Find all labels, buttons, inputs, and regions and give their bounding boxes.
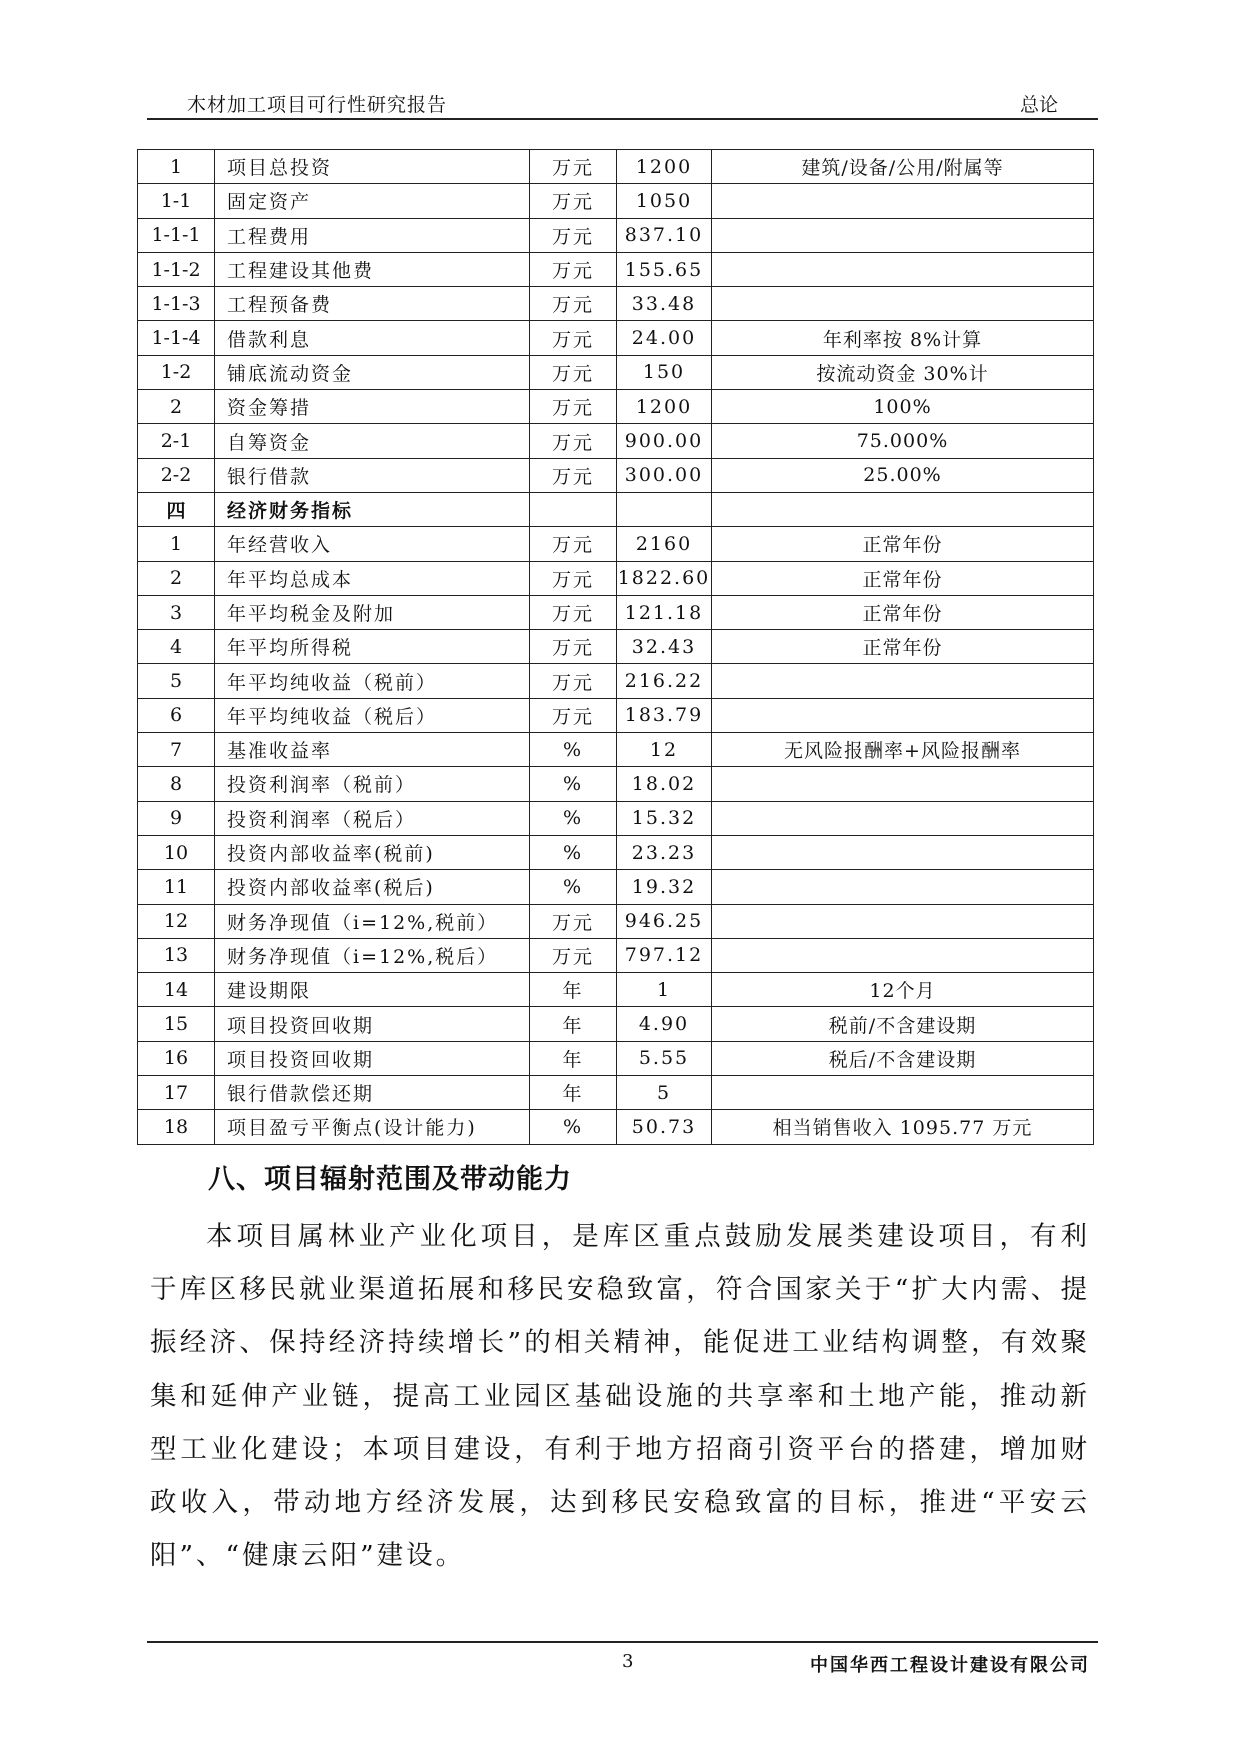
row-number: 2 xyxy=(138,561,215,595)
row-unit: 万元 xyxy=(530,390,617,424)
page-footer xyxy=(147,1641,1098,1683)
row-number: 4 xyxy=(138,630,215,664)
row-value: 1822.60 xyxy=(617,561,712,595)
row-note: 税前/不含建设期 xyxy=(712,1007,1094,1041)
row-unit: 万元 xyxy=(530,458,617,492)
table-row xyxy=(138,355,1094,389)
row-value: 18.02 xyxy=(617,767,712,801)
table-row xyxy=(138,904,1094,938)
row-unit: 万元 xyxy=(530,252,617,286)
table-row xyxy=(138,561,1094,595)
row-note xyxy=(712,801,1094,835)
row-value: 1 xyxy=(617,973,712,1007)
row-value: 1200 xyxy=(617,390,712,424)
section-heading: 八、项目辐射范围及带动能力 xyxy=(208,1164,572,1195)
row-value: 1200 xyxy=(617,150,712,184)
row-item-name: 银行借款 xyxy=(215,458,530,492)
table-row xyxy=(138,1110,1094,1144)
page-header xyxy=(147,84,1098,120)
row-number: 2-1 xyxy=(138,424,215,458)
row-note xyxy=(712,904,1094,938)
row-note xyxy=(712,698,1094,732)
row-item-name: 项目总投资 xyxy=(215,150,530,184)
row-note: 税后/不含建设期 xyxy=(712,1041,1094,1075)
row-note: 正常年份 xyxy=(712,527,1094,561)
row-number: 17 xyxy=(138,1076,215,1110)
row-value: 121.18 xyxy=(617,595,712,629)
row-note: 无风险报酬率+风险报酬率 xyxy=(712,733,1094,767)
row-unit: 万元 xyxy=(530,355,617,389)
row-item-name: 年平均税金及附加 xyxy=(215,595,530,629)
row-number: 12 xyxy=(138,904,215,938)
row-number: 13 xyxy=(138,938,215,972)
row-value: 1050 xyxy=(617,184,712,218)
row-unit: 万元 xyxy=(530,561,617,595)
row-number: 1-1 xyxy=(138,184,215,218)
row-item-name: 年经营收入 xyxy=(215,527,530,561)
table-row xyxy=(138,492,1094,526)
row-item-name: 项目投资回收期 xyxy=(215,1041,530,1075)
row-unit: 万元 xyxy=(530,595,617,629)
row-unit xyxy=(530,492,617,526)
row-unit: 万元 xyxy=(530,424,617,458)
row-value: 5.55 xyxy=(617,1041,712,1075)
row-unit: % xyxy=(530,767,617,801)
row-unit: 万元 xyxy=(530,287,617,321)
indicator-table-body xyxy=(138,150,1094,1145)
row-value: 797.12 xyxy=(617,938,712,972)
table-row xyxy=(138,801,1094,835)
row-note xyxy=(712,835,1094,869)
row-number: 2 xyxy=(138,390,215,424)
section-paragraph: 本项目属林业产业化项目，是库区重点鼓励发展类建设项目，有利于库区移民就业渠道拓展和移民安稳致富，符合国家关于“扩大内需、提振经济、保持经济持续增长”的相关精神，能促进工业结构调整，有效聚集和延伸产业链，提高工业园区基础设施的共享率和土地产能，推动新型工业化建设；本项目建设，有利于地方招商引资平台的搭建，增加财政收入，带动地方经济发展，达到移民安稳致富的目标，推进“平安云阳”、“健康云阳”建设。 xyxy=(150,1221,1090,1572)
table-row xyxy=(138,424,1094,458)
row-unit: 万元 xyxy=(530,664,617,698)
table-row xyxy=(138,321,1094,355)
row-number: 6 xyxy=(138,698,215,732)
table-row xyxy=(138,252,1094,286)
row-note xyxy=(712,938,1094,972)
row-value: 32.43 xyxy=(617,630,712,664)
row-note: 75.000% xyxy=(712,424,1094,458)
table-row xyxy=(138,150,1094,184)
table-row xyxy=(138,664,1094,698)
row-item-name: 年平均所得税 xyxy=(215,630,530,664)
table-row xyxy=(138,287,1094,321)
row-value: 4.90 xyxy=(617,1007,712,1041)
table-row xyxy=(138,767,1094,801)
row-note xyxy=(712,184,1094,218)
row-note xyxy=(712,252,1094,286)
row-number: 四 xyxy=(138,492,215,526)
table-row xyxy=(138,458,1094,492)
table-row xyxy=(138,1007,1094,1041)
table-row xyxy=(138,1041,1094,1075)
table-row xyxy=(138,698,1094,732)
row-item-name: 工程预备费 xyxy=(215,287,530,321)
row-note xyxy=(712,870,1094,904)
row-number: 11 xyxy=(138,870,215,904)
row-value xyxy=(617,492,712,526)
row-item-name: 财务净现值（i=12%,税前） xyxy=(215,904,530,938)
table-row xyxy=(138,835,1094,869)
row-unit: % xyxy=(530,1110,617,1144)
chapter-title: 总论 xyxy=(1019,94,1058,116)
row-number: 8 xyxy=(138,767,215,801)
row-number: 7 xyxy=(138,733,215,767)
row-value: 183.79 xyxy=(617,698,712,732)
row-unit: 年 xyxy=(530,1076,617,1110)
row-item-name: 年平均纯收益（税前） xyxy=(215,664,530,698)
row-number: 14 xyxy=(138,973,215,1007)
row-number: 18 xyxy=(138,1110,215,1144)
row-number: 9 xyxy=(138,801,215,835)
row-note: 相当销售收入 1095.77 万元 xyxy=(712,1110,1094,1144)
row-value: 155.65 xyxy=(617,252,712,286)
row-note xyxy=(712,767,1094,801)
row-unit: 万元 xyxy=(530,218,617,252)
row-unit: 万元 xyxy=(530,150,617,184)
indicator-table xyxy=(137,149,1094,1145)
row-note: 年利率按 8%计算 xyxy=(712,321,1094,355)
row-number: 5 xyxy=(138,664,215,698)
row-note: 100% xyxy=(712,390,1094,424)
row-item-name: 项目投资回收期 xyxy=(215,1007,530,1041)
table-row xyxy=(138,390,1094,424)
row-number: 16 xyxy=(138,1041,215,1075)
row-item-name: 自筹资金 xyxy=(215,424,530,458)
row-item-name: 年平均纯收益（税后） xyxy=(215,698,530,732)
row-note xyxy=(712,664,1094,698)
row-number: 1-2 xyxy=(138,355,215,389)
row-unit: 万元 xyxy=(530,321,617,355)
row-value: 24.00 xyxy=(617,321,712,355)
row-note: 25.00% xyxy=(712,458,1094,492)
row-number: 15 xyxy=(138,1007,215,1041)
report-title: 木材加工项目可行性研究报告 xyxy=(187,94,448,116)
row-item-name: 项目盈亏平衡点(设计能力) xyxy=(215,1110,530,1144)
row-unit: 万元 xyxy=(530,630,617,664)
row-note: 按流动资金 30%计 xyxy=(712,355,1094,389)
row-value: 216.22 xyxy=(617,664,712,698)
row-value: 300.00 xyxy=(617,458,712,492)
row-note xyxy=(712,492,1094,526)
row-unit: % xyxy=(530,733,617,767)
row-value: 2160 xyxy=(617,527,712,561)
row-value: 946.25 xyxy=(617,904,712,938)
row-unit: % xyxy=(530,801,617,835)
row-note: 正常年份 xyxy=(712,630,1094,664)
row-value: 837.10 xyxy=(617,218,712,252)
row-note: 12个月 xyxy=(712,973,1094,1007)
page-number: 3 xyxy=(622,1651,634,1672)
row-number: 1-1-4 xyxy=(138,321,215,355)
row-item-name: 借款利息 xyxy=(215,321,530,355)
row-unit: % xyxy=(530,835,617,869)
row-value: 19.32 xyxy=(617,870,712,904)
table-row xyxy=(138,527,1094,561)
row-unit: 年 xyxy=(530,1007,617,1041)
row-number: 1-1-2 xyxy=(138,252,215,286)
row-unit: 万元 xyxy=(530,527,617,561)
row-item-name: 资金筹措 xyxy=(215,390,530,424)
row-unit: 万元 xyxy=(530,698,617,732)
row-note xyxy=(712,218,1094,252)
row-unit: 万元 xyxy=(530,904,617,938)
row-item-name: 工程建设其他费 xyxy=(215,252,530,286)
row-item-name: 铺底流动资金 xyxy=(215,355,530,389)
row-item-name: 经济财务指标 xyxy=(215,492,530,526)
row-note: 正常年份 xyxy=(712,595,1094,629)
row-item-name: 工程费用 xyxy=(215,218,530,252)
row-number: 10 xyxy=(138,835,215,869)
row-item-name: 投资内部收益率(税后) xyxy=(215,870,530,904)
row-value: 23.23 xyxy=(617,835,712,869)
row-unit: 万元 xyxy=(530,184,617,218)
row-item-name: 财务净现值（i=12%,税后） xyxy=(215,938,530,972)
row-number: 1-1-3 xyxy=(138,287,215,321)
row-item-name: 年平均总成本 xyxy=(215,561,530,595)
row-item-name: 建设期限 xyxy=(215,973,530,1007)
row-value: 900.00 xyxy=(617,424,712,458)
table-row xyxy=(138,870,1094,904)
company-name: 中国华西工程设计建设有限公司 xyxy=(810,1655,1090,1676)
row-value: 33.48 xyxy=(617,287,712,321)
row-item-name: 固定资产 xyxy=(215,184,530,218)
row-unit: 年 xyxy=(530,1041,617,1075)
table-row xyxy=(138,733,1094,767)
row-number: 1-1-1 xyxy=(138,218,215,252)
row-number: 1 xyxy=(138,150,215,184)
table-row xyxy=(138,184,1094,218)
row-item-name: 投资利润率（税前） xyxy=(215,767,530,801)
row-item-name: 基准收益率 xyxy=(215,733,530,767)
row-unit: % xyxy=(530,870,617,904)
row-number: 2-2 xyxy=(138,458,215,492)
row-note xyxy=(712,1076,1094,1110)
row-note xyxy=(712,287,1094,321)
row-unit: 年 xyxy=(530,973,617,1007)
row-item-name: 银行借款偿还期 xyxy=(215,1076,530,1110)
table-row xyxy=(138,938,1094,972)
row-value: 15.32 xyxy=(617,801,712,835)
table-row xyxy=(138,595,1094,629)
row-note: 正常年份 xyxy=(712,561,1094,595)
row-unit: 万元 xyxy=(530,938,617,972)
row-value: 50.73 xyxy=(617,1110,712,1144)
row-note: 建筑/设备/公用/附属等 xyxy=(712,150,1094,184)
row-value: 5 xyxy=(617,1076,712,1110)
table-row xyxy=(138,218,1094,252)
row-item-name: 投资内部收益率(税前) xyxy=(215,835,530,869)
row-number: 1 xyxy=(138,527,215,561)
row-value: 12 xyxy=(617,733,712,767)
row-item-name: 投资利润率（税后） xyxy=(215,801,530,835)
row-value: 150 xyxy=(617,355,712,389)
table-row xyxy=(138,630,1094,664)
row-number: 3 xyxy=(138,595,215,629)
table-row xyxy=(138,1076,1094,1110)
table-row xyxy=(138,973,1094,1007)
